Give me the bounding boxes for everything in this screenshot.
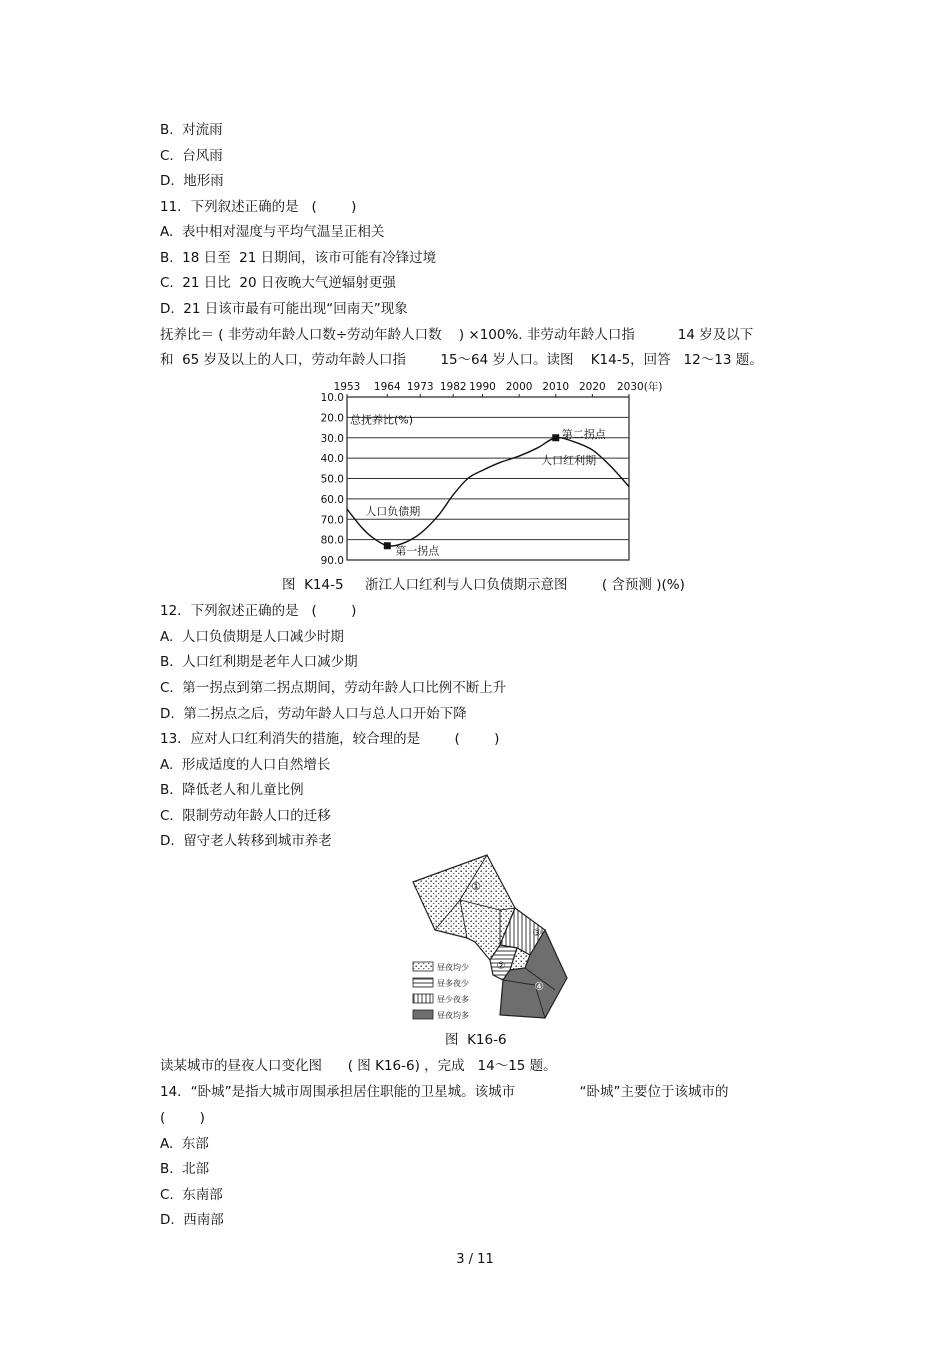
figure1-caption: 图 K14-5 浙江人口红利与人口负债期示意图 ( 含预测 )(%) — [282, 577, 685, 593]
y-tick-label: 30.0 — [320, 432, 344, 445]
intro2: 读某城市的昼夜人口变化图 ( 图 K16-6) ，完成 14～15 题。 — [160, 1058, 557, 1074]
x-tick-label: 1982 — [439, 381, 467, 393]
q13-option-b: B. 降低老人和儿童比例 — [160, 782, 304, 798]
intro-line-1: 抚养比＝ ( 非劳动年龄人口数÷劳动年龄人口数 ) ×100%. 非劳动年龄人口指 14 岁及以下 — [160, 327, 754, 343]
turning-point-label: 第二拐点 — [561, 427, 606, 441]
city-day-night-population-map — [405, 850, 595, 1030]
x-tick-label: 1964 — [373, 381, 401, 393]
dependency-ratio-chart — [315, 377, 663, 567]
legend-label-0: 昼夜均少 — [437, 963, 469, 972]
q11-option-b: B. 18 日至 21 日期间，该市可能有冷锋过境 — [160, 250, 437, 266]
q10-option-d: D. 地形雨 — [160, 173, 224, 189]
turning-point-marker — [552, 434, 559, 441]
x-tick-label: 1990 — [469, 381, 496, 393]
zone-label-3: ③ — [532, 928, 542, 939]
q11-option-a: A. 表中相对湿度与平均气温呈正相关 — [160, 224, 385, 240]
y-tick-label: 20.0 — [320, 412, 344, 425]
y-tick-label: 40.0 — [320, 453, 344, 466]
x-tick-label: 2030(年) — [617, 381, 663, 393]
q14-option-b: B. 北部 — [160, 1161, 210, 1177]
legend-label-2: 昼少夜多 — [437, 995, 469, 1004]
q12-option-a: A. 人口负债期是人口减少时期 — [160, 629, 344, 645]
figure2-caption: 图 K16-6 — [445, 1032, 507, 1048]
legend-label-1: 昼多夜少 — [437, 979, 469, 988]
zone-label-4: ④ — [534, 980, 544, 993]
q13-option-a: A. 形成适度的人口自然增长 — [160, 757, 331, 773]
x-tick-label: 1953 — [333, 381, 361, 393]
q12-option-d: D. 第二拐点之后，劳动年龄人口与总人口开始下降 — [160, 706, 467, 722]
q14-stem-line-1: 14．“卧城”是指大城市周围承担居住职能的卫星城。该城市 “卧城”主要位于该城市的 — [160, 1084, 729, 1100]
legend-label-3: 昼夜均多 — [437, 1011, 469, 1020]
q14-option-d: D. 西南部 — [160, 1212, 224, 1228]
y-tick-label: 50.0 — [320, 473, 344, 486]
q14-stem-line-2: ( ) — [160, 1110, 205, 1126]
q12-stem: 12．下列叙述正确的是 ( ) — [160, 603, 357, 619]
q12-option-c: C. 第一拐点到第二拐点期间，劳动年龄人口比例不断上升 — [160, 680, 507, 696]
map-legend — [413, 962, 469, 1020]
q13-option-d: D. 留守老人转移到城市养老 — [160, 833, 332, 849]
y-tick-label: 10.0 — [320, 392, 344, 404]
turning-point-marker — [384, 542, 391, 549]
q10-option-c: C. 台风雨 — [160, 148, 223, 164]
y-tick-label: 70.0 — [320, 514, 344, 527]
q11-stem: 11．下列叙述正确的是 ( ) — [160, 199, 357, 215]
zone-label-1: ① — [471, 880, 481, 893]
page-number: 3 / 11 — [456, 1252, 494, 1267]
q12-option-b: B. 人口红利期是老年人口减少期 — [160, 654, 358, 670]
map-svg — [405, 850, 595, 1030]
x-tick-label: 1973 — [406, 381, 434, 393]
x-tick-label: 2020 — [579, 381, 606, 393]
q11-option-d: D. 21 日该市最有可能出现“回南天”现象 — [160, 301, 408, 317]
q14-option-a: A. 东部 — [160, 1136, 209, 1152]
intro-line-2: 和 65 岁及以上的人口，劳动年龄人口指 15～64 岁人口。读图 K14-5，回答 12～13 题。 — [160, 352, 763, 368]
annotation-debt-period: 人口负债期 — [365, 505, 421, 519]
x-tick-label: 2000 — [505, 381, 533, 393]
y-tick-label: 90.0 — [320, 555, 344, 567]
x-tick-label: 2010 — [542, 381, 570, 393]
series-label: 总抚养比(%) — [350, 413, 414, 427]
y-tick-label: 60.0 — [320, 493, 344, 506]
annotation-dividend-period: 人口红利期 — [541, 454, 597, 468]
q10-option-b: B. 对流雨 — [160, 122, 223, 138]
q13-stem: 13．应对人口红利消失的措施，较合理的是 ( ) — [160, 731, 500, 747]
zone-label-2: ② — [496, 961, 506, 972]
q13-option-c: C. 限制劳动年龄人口的迁移 — [160, 808, 331, 824]
chart-svg — [315, 377, 663, 567]
y-tick-label: 80.0 — [320, 534, 344, 547]
q11-option-c: C. 21 日比 20 日夜晚大气逆辐射更强 — [160, 275, 396, 291]
q14-option-c: C. 东南部 — [160, 1187, 223, 1203]
turning-point-label: 第一拐点 — [395, 544, 440, 558]
